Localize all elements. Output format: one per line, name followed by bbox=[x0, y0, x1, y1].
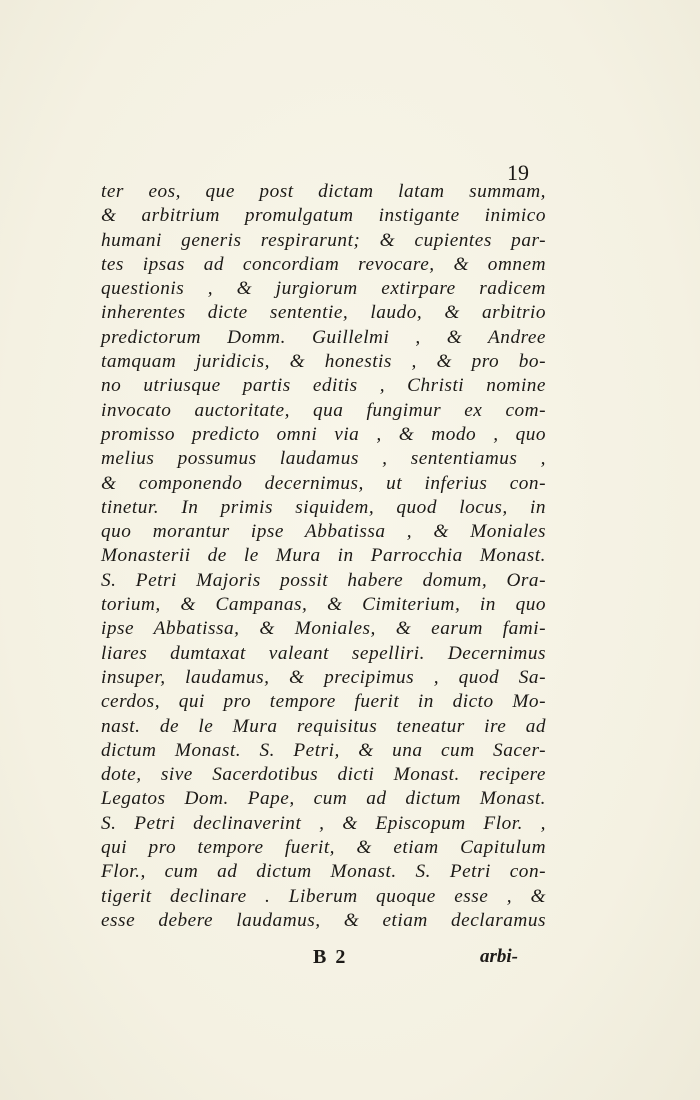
text-line: & componendo decernimus, ut inferius con- bbox=[101, 472, 546, 494]
text-line: nast. de le Mura requisitus teneatur ire ad bbox=[101, 715, 546, 737]
text-line: humani generis respirarunt; & cupientes par- bbox=[101, 229, 546, 251]
text-line: tes ipsas ad concordiam revocare, & omnem bbox=[101, 253, 546, 275]
text-line: questionis , & jurgiorum extirpare radicem bbox=[101, 278, 546, 300]
text-line: quo morantur ipse Abbatissa , & Moniales bbox=[101, 521, 546, 543]
text-line: promisso predicto omni via , & modo , quo bbox=[101, 423, 546, 445]
text-line: ipse Abbatissa, & Moniales, & earum fami- bbox=[101, 618, 546, 640]
text-line: S. Petri declinaverint , & Episcopum Flor. , bbox=[101, 812, 546, 834]
body-text bbox=[101, 180, 546, 933]
text-line: torium, & Campanas, & Cimiterium, in quo bbox=[101, 594, 546, 616]
text-line: S. Petri Majoris possit habere domum, Ora- bbox=[101, 569, 546, 591]
text-line: & arbitrium promulgatum instigante inimico bbox=[101, 205, 546, 227]
text-line: Flor., cum ad dictum Monast. S. Petri con- bbox=[101, 861, 546, 883]
text-line: tamquam juridicis, & honestis , & pro bo- bbox=[101, 351, 546, 373]
text-line: cerdos, qui pro tempore fuerit in dicto Mo- bbox=[101, 691, 546, 713]
text-line: dote, sive Sacerdotibus dicti Monast. recipere bbox=[101, 764, 546, 786]
text-line: predictorum Domm. Guillelmi , & Andree bbox=[101, 326, 546, 348]
page-number: 19 bbox=[507, 160, 529, 185]
catchword: arbi- bbox=[480, 946, 518, 967]
text-line: liares dumtaxat valeant sepelliri. Decernimus bbox=[101, 642, 546, 664]
text-line: insuper, laudamus, & precipimus , quod Sa- bbox=[101, 666, 546, 688]
text-line: invocato auctoritate, qua fungimur ex com- bbox=[101, 399, 546, 421]
text-line: no utriusque partis editis , Christi nomine bbox=[101, 375, 546, 397]
text-line: ter eos, que post dictam latam summam, bbox=[101, 181, 546, 202]
text-line: dictum Monast. S. Petri, & una cum Sacer- bbox=[101, 739, 546, 761]
text-line: inherentes dicte sententie, laudo, & arbitrio bbox=[101, 302, 546, 324]
text-line: Legatos Dom. Pape, cum ad dictum Monast. bbox=[101, 788, 546, 810]
text-line: melius possumus laudamus , sententiamus , bbox=[101, 448, 546, 470]
text-line: Monasterii de le Mura in Parrocchia Monast. bbox=[101, 545, 546, 567]
text-line: tinetur. In primis siquidem, quod locus, in bbox=[101, 496, 546, 518]
signature-mark: B 2 bbox=[313, 946, 348, 968]
text-line: tigerit declinare . Liberum quoque esse , & bbox=[101, 885, 546, 907]
page-footer bbox=[0, 946, 700, 974]
text-line: qui pro tempore fuerit, & etiam Capitulum bbox=[101, 837, 546, 859]
text-line: esse debere laudamus, & etiam declaramus bbox=[101, 909, 546, 931]
